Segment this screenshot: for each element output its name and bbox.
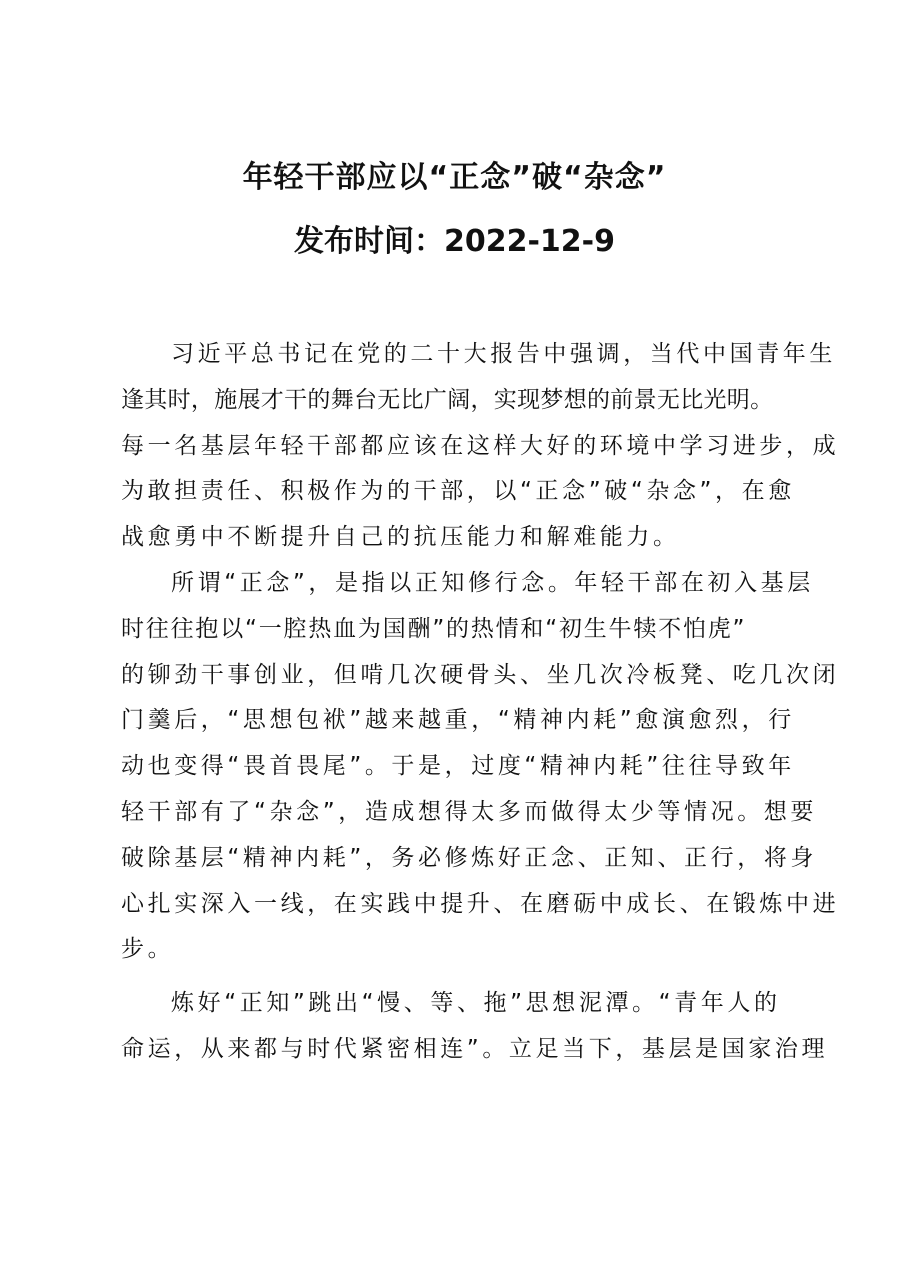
paragraph-3: [121, 981, 829, 1073]
paragraph-2: [121, 561, 840, 973]
text-line: 为敢担责任、积极作为的干部，以“正念”破“杂念”，在愈: [121, 478, 795, 505]
text-line: 动也变得“畏首畏尾”。于是，过度“精神内耗”往往导致年: [121, 753, 795, 780]
text-line: 门羹后，“思想包袱”越来越重，“精神内耗”愈演愈烈，行: [121, 707, 795, 734]
article-body: [121, 332, 840, 1073]
text-line: 心扎实深入一线，在实践中提升、在磨砺中成长、在锻炼中进: [121, 890, 840, 917]
text-line: 习近平总书记在党的二十大报告中强调，当代中国青年生: [171, 341, 836, 367]
text-line: 破除基层“精神内耗”，务必修炼好正念、正知、正行，将身: [121, 844, 818, 871]
text-line: 每一名基层年轻干部都应该在这样大好的环境中学习进步，成: [121, 432, 840, 459]
text-line: 命运，从来都与时代紧密相连”。立足当下，基层是国家治理: [121, 1035, 829, 1062]
text-line: 步。: [121, 936, 175, 963]
text-line: 时往往抱以“一腔热血为国酬”的热情和“初生牛犊不怕虎”: [121, 615, 747, 642]
publish-date: 发布时间：2022-12-9: [293, 224, 616, 259]
text-line: 的铆劲干事创业，但啃几次硬骨头、坐几次冷板凳、吃几次闭: [121, 661, 840, 688]
text-line: 炼好“正知”跳出“慢、等、拖”思想泥潭。“青年人的: [171, 990, 781, 1017]
paragraph-gap: [121, 973, 801, 981]
text-line: 逢其时，施展才干的舞台无比广阔，实现梦想的前景无比光明。: [121, 386, 774, 413]
text-line: 所谓“正念”，是指以正知修行念。年轻干部在初入基层: [171, 569, 814, 596]
text-line: 战愈勇中不断提升自己的抗压能力和解难能力。: [121, 524, 680, 551]
document-title: 年轻干部应以“正念”破“杂念”: [242, 160, 667, 195]
text-line: 轻干部有了“杂念”，造成想得太多而做得太少等情况。想要: [121, 798, 818, 825]
paragraph-1: [121, 332, 840, 561]
